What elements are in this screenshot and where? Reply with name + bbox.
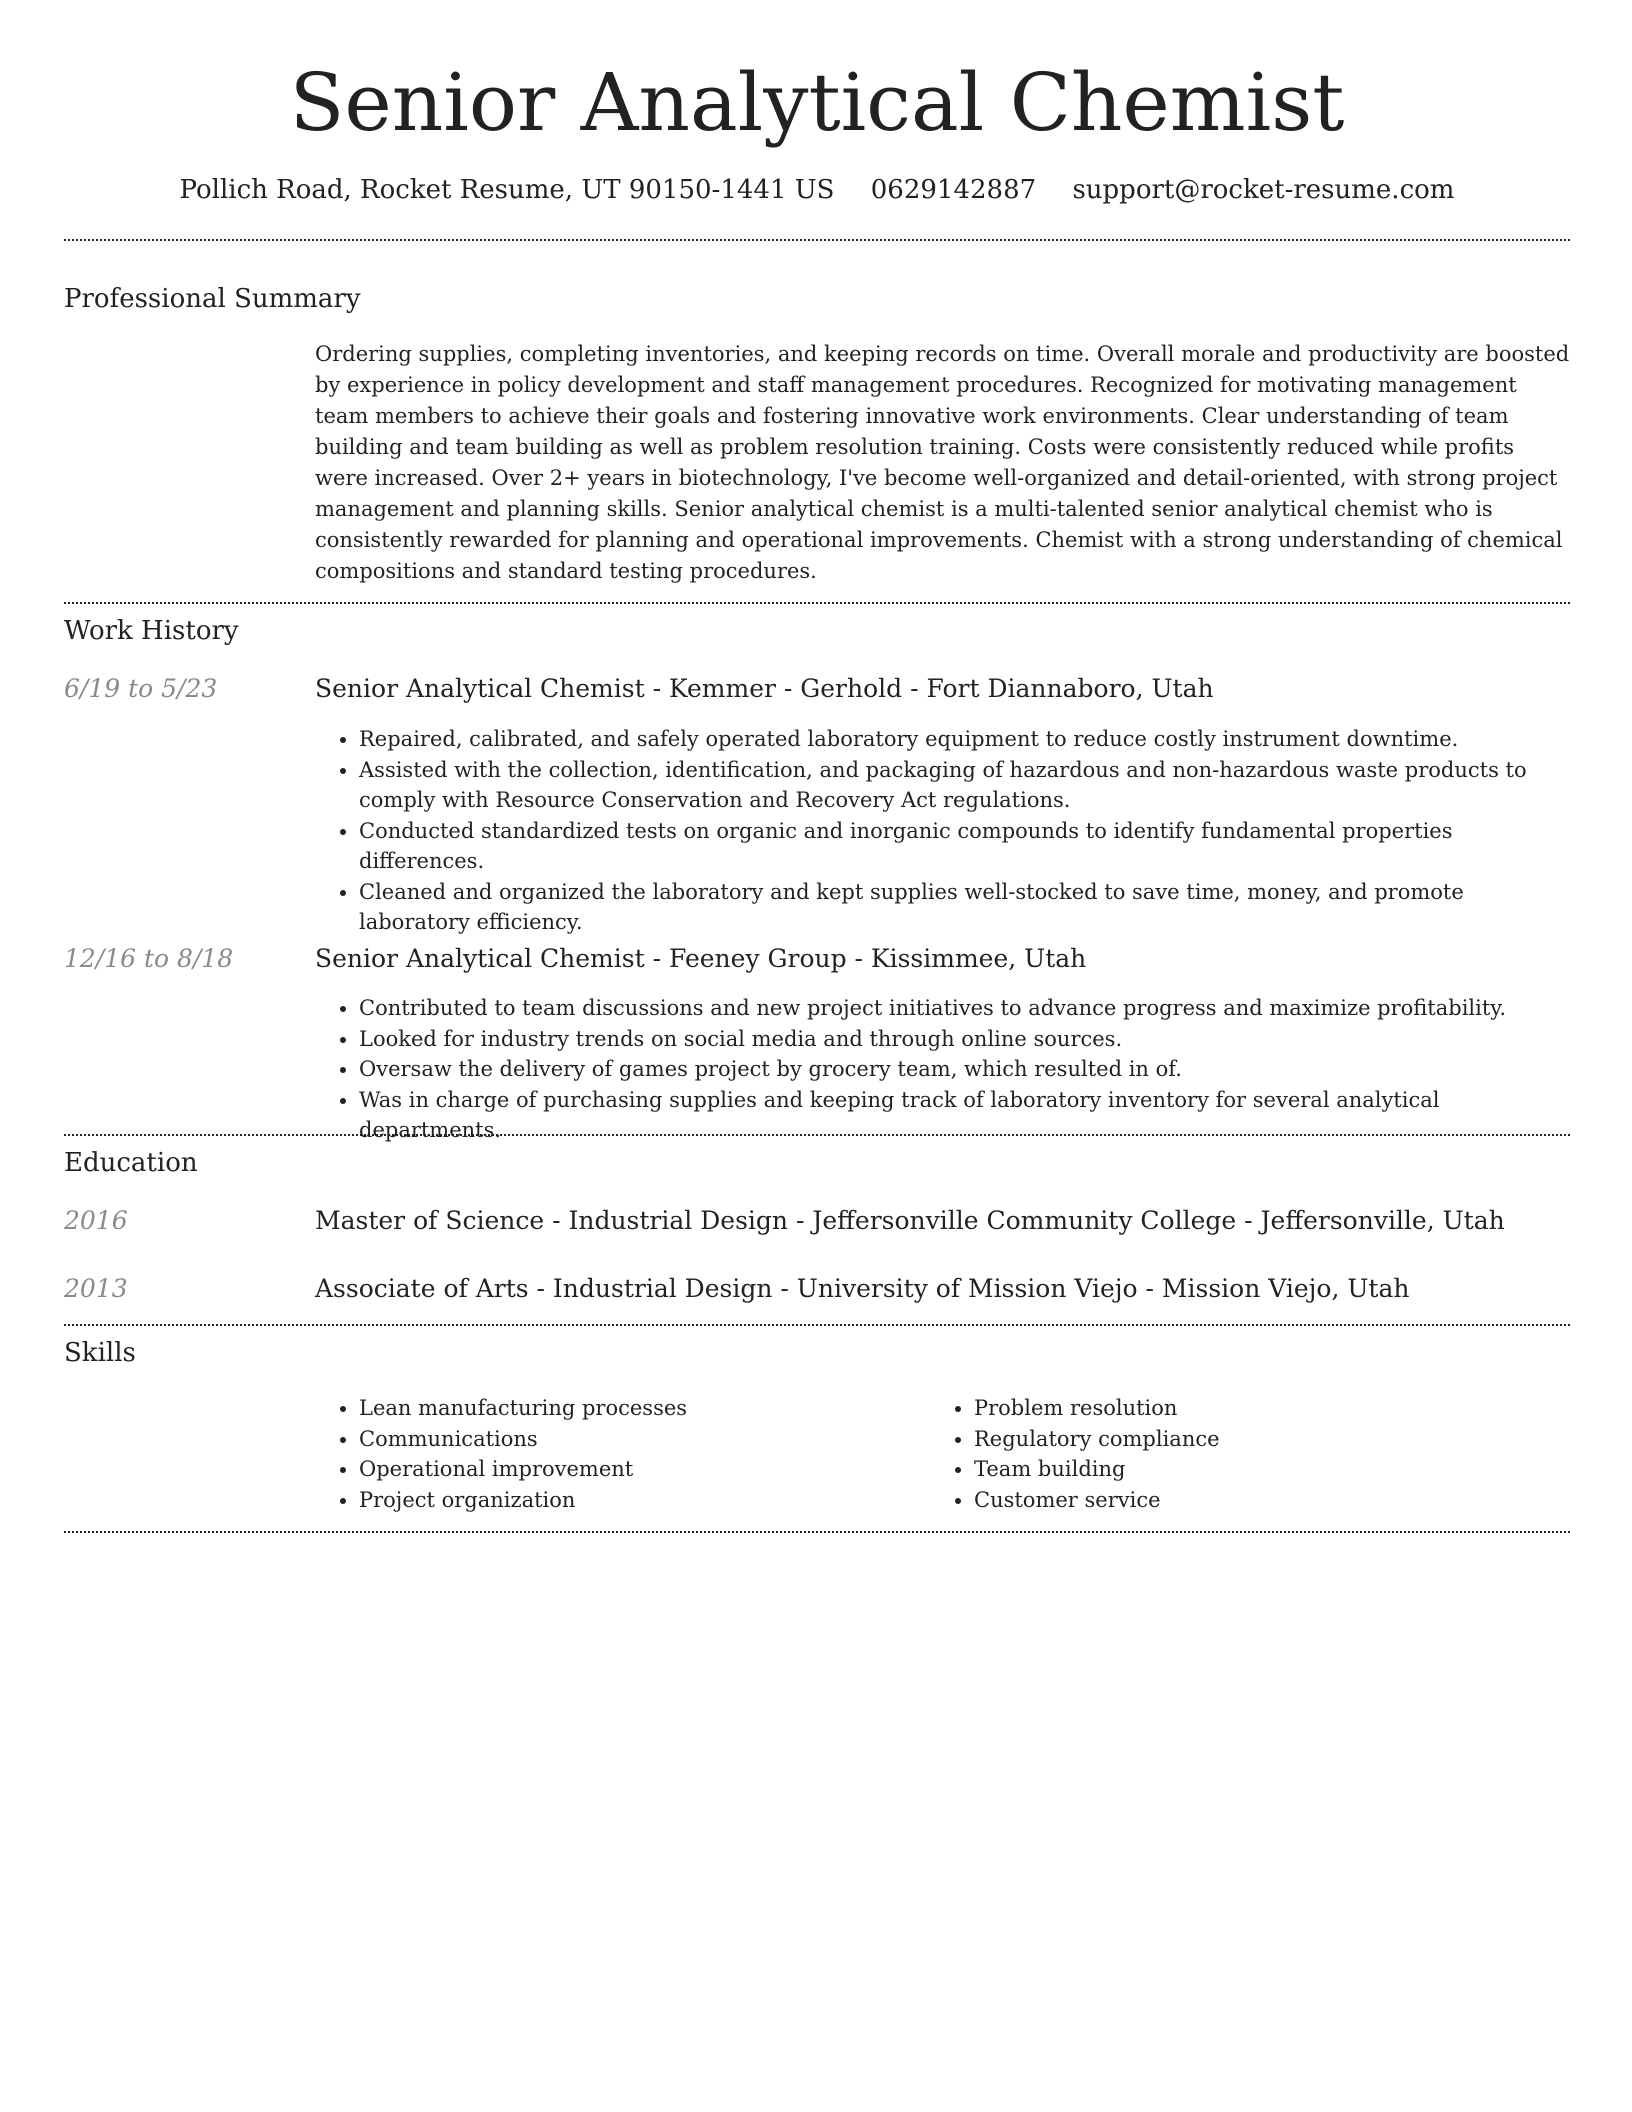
skills-list-right bbox=[930, 1393, 1530, 1515]
education-school: - University of Mission Viejo - Mission Viejo, Utah bbox=[772, 1274, 1410, 1303]
job-employer: - Feeney Group - Kissimmee, Utah bbox=[644, 944, 1087, 973]
skill-item: • Operational improvement bbox=[359, 1454, 915, 1485]
contact-phone: 0629142887 bbox=[870, 175, 1037, 205]
job-title: Senior Analytical Chemist bbox=[315, 944, 645, 973]
skill-item: • Customer service bbox=[974, 1485, 1530, 1516]
skill-item: • Problem resolution bbox=[974, 1393, 1530, 1424]
education-degree: Master of Science - Industrial Design bbox=[315, 1206, 788, 1235]
job-title-line bbox=[315, 672, 1570, 706]
education-year: 2013 bbox=[64, 1274, 128, 1303]
job-bullets bbox=[315, 724, 1570, 938]
skill-item: • Project organization bbox=[359, 1485, 915, 1516]
summary-heading: Professional Summary bbox=[64, 284, 361, 314]
job-bullets bbox=[315, 993, 1570, 1146]
education-school: - Jeffersonville Community College - Jeffersonville, Utah bbox=[788, 1206, 1505, 1235]
list-item: • Contributed to team discussions and new project initiatives to advance progress and maximize profitability. bbox=[359, 993, 1570, 1024]
list-item: • Looked for industry trends on social media and through online sources. bbox=[359, 1024, 1570, 1055]
work-divider bbox=[64, 1134, 1570, 1136]
skill-item: • Team building bbox=[974, 1454, 1530, 1485]
education-heading: Education bbox=[64, 1148, 198, 1178]
contact-email: support@rocket-resume.com bbox=[1072, 175, 1455, 205]
education-entry bbox=[315, 1272, 1570, 1306]
skills-heading: Skills bbox=[64, 1338, 136, 1368]
skills-divider bbox=[64, 1531, 1570, 1533]
contact-address: Pollich Road, Rocket Resume, UT 90150-1441 US bbox=[179, 175, 835, 205]
work-heading: Work History bbox=[64, 616, 239, 646]
education-year: 2016 bbox=[64, 1206, 128, 1235]
list-item: • Cleaned and organized the laboratory and kept supplies well-stocked to save time, money, and promote laboratory efficiency. bbox=[359, 877, 1570, 938]
skill-item: • Regulatory compliance bbox=[974, 1424, 1530, 1455]
contact-line bbox=[64, 168, 1570, 212]
skill-item: • Lean manufacturing processes bbox=[359, 1393, 915, 1424]
job-employer: - Kemmer - Gerhold - Fort Diannaboro, Utah bbox=[644, 674, 1214, 703]
education-divider bbox=[64, 1324, 1570, 1326]
list-item: • Repaired, calibrated, and safely operated laboratory equipment to reduce costly instrument downtime. bbox=[359, 724, 1570, 755]
skill-item: • Communications bbox=[359, 1424, 915, 1455]
summary-text: Ordering supplies, completing inventories, and keeping records on time. Overall morale and productivity are boosted by experience in policy development and staff management procedures. Recognized for motivating management team members to achieve their goals and fostering innovative work environments. Clear understanding of team building and team building as well as problem resolution training. Costs were consistently reduced while profits were increased. Over 2+ years in biotechnology, I've become well-organized and detail-oriented, with strong project management and planning skills. Senior analytical chemist is a multi-talented senior analytical chemist who is consistently rewarded for planning and operational improvements. Chemist with a strong understanding of chemical compositions and standard testing procedures. bbox=[315, 342, 1570, 583]
resume-title: Senior Analytical Chemist bbox=[289, 56, 1345, 149]
list-item: • Oversaw the delivery of games project by grocery team, which resulted in of. bbox=[359, 1054, 1570, 1085]
job-dates: 6/19 to 5/23 bbox=[64, 674, 218, 703]
education-entry bbox=[315, 1204, 1570, 1238]
education-degree: Associate of Arts - Industrial Design bbox=[315, 1274, 773, 1303]
skills-list-left bbox=[315, 1393, 915, 1515]
list-item: • Assisted with the collection, identification, and packaging of hazardous and non-hazardous waste products to comply with Resource Conservation and Recovery Act regulations. bbox=[359, 755, 1570, 816]
job-title-line bbox=[315, 942, 1570, 976]
job-dates: 12/16 to 8/18 bbox=[64, 944, 234, 973]
list-item: • Was in charge of purchasing supplies and keeping track of laboratory inventory for several analytical departments. bbox=[359, 1085, 1570, 1146]
list-item: • Conducted standardized tests on organic and inorganic compounds to identify fundamental properties differences. bbox=[359, 816, 1570, 877]
summary-divider bbox=[64, 602, 1570, 604]
job-title: Senior Analytical Chemist bbox=[315, 674, 645, 703]
header-divider bbox=[64, 239, 1570, 241]
